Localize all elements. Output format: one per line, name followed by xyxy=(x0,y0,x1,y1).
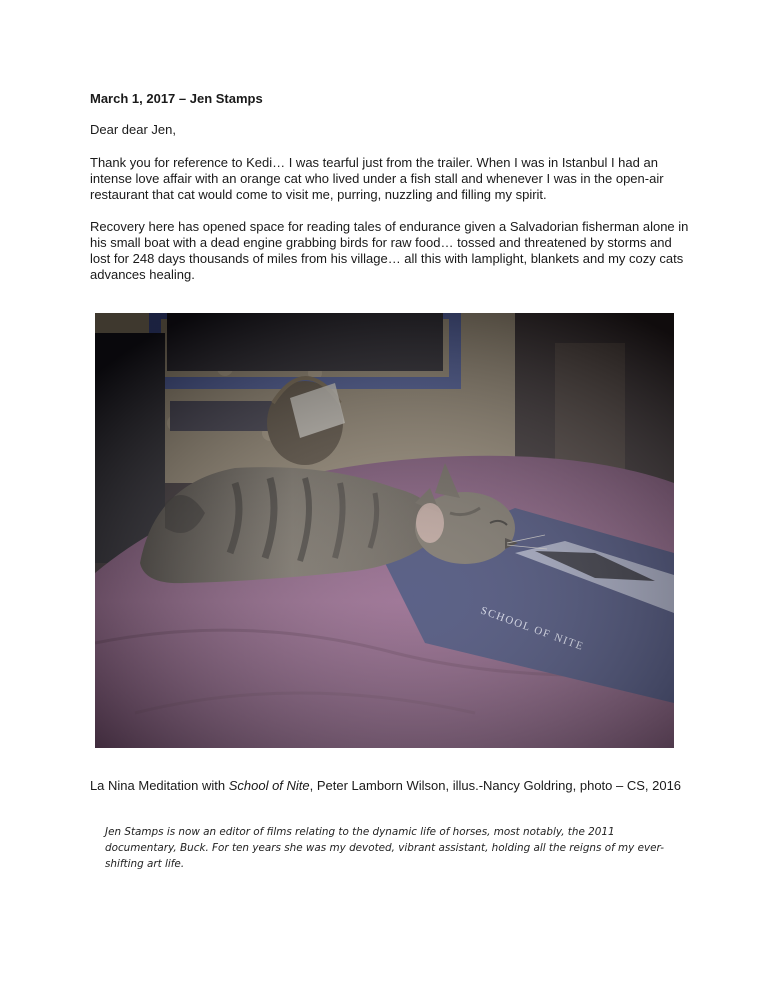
caption-suffix: , Peter Lamborn Wilson, illus.-Nancy Goldring, photo – CS, 2016 xyxy=(309,778,682,793)
cat-photo-illustration xyxy=(95,313,674,748)
letter-heading: March 1, 2017 – Jen Stamps xyxy=(90,91,263,106)
caption-book-title: School of Nite xyxy=(228,778,310,793)
letter-paragraph-2: Recovery here has opened space for reading tales of endurance given a Salvadorian fisherman alone in his small boat with a dead engine grabbing birds for raw food… tossed and threatened by storms and lost for 248 days thousands of miles from his village… all this with lamplight, blankets and my cozy cats advances healing. xyxy=(90,219,689,282)
letter-greeting: Dear dear Jen, xyxy=(90,122,176,137)
caption-prefix: La Nina Meditation with xyxy=(89,778,229,793)
footnote: Jen Stamps is now an editor of films relating to the dynamic life of horses, most notably, the 2011 documentary, Buck. For ten years she was my devoted, vibrant assistant, holding all the reigns of my ever-shifting art life. xyxy=(105,826,664,870)
letter-paragraph-1: Thank you for reference to Kedi… I was tearful just from the trailer. When I was in Istanbul I had an intense love affair with an orange cat who lived under a fish stall and whenever I was in the open-air restaurant that cat would come to visit me, purring, nuzzling and filling my spirit. xyxy=(90,155,664,202)
photo-caption xyxy=(0,778,771,793)
cat-photo xyxy=(95,313,674,748)
